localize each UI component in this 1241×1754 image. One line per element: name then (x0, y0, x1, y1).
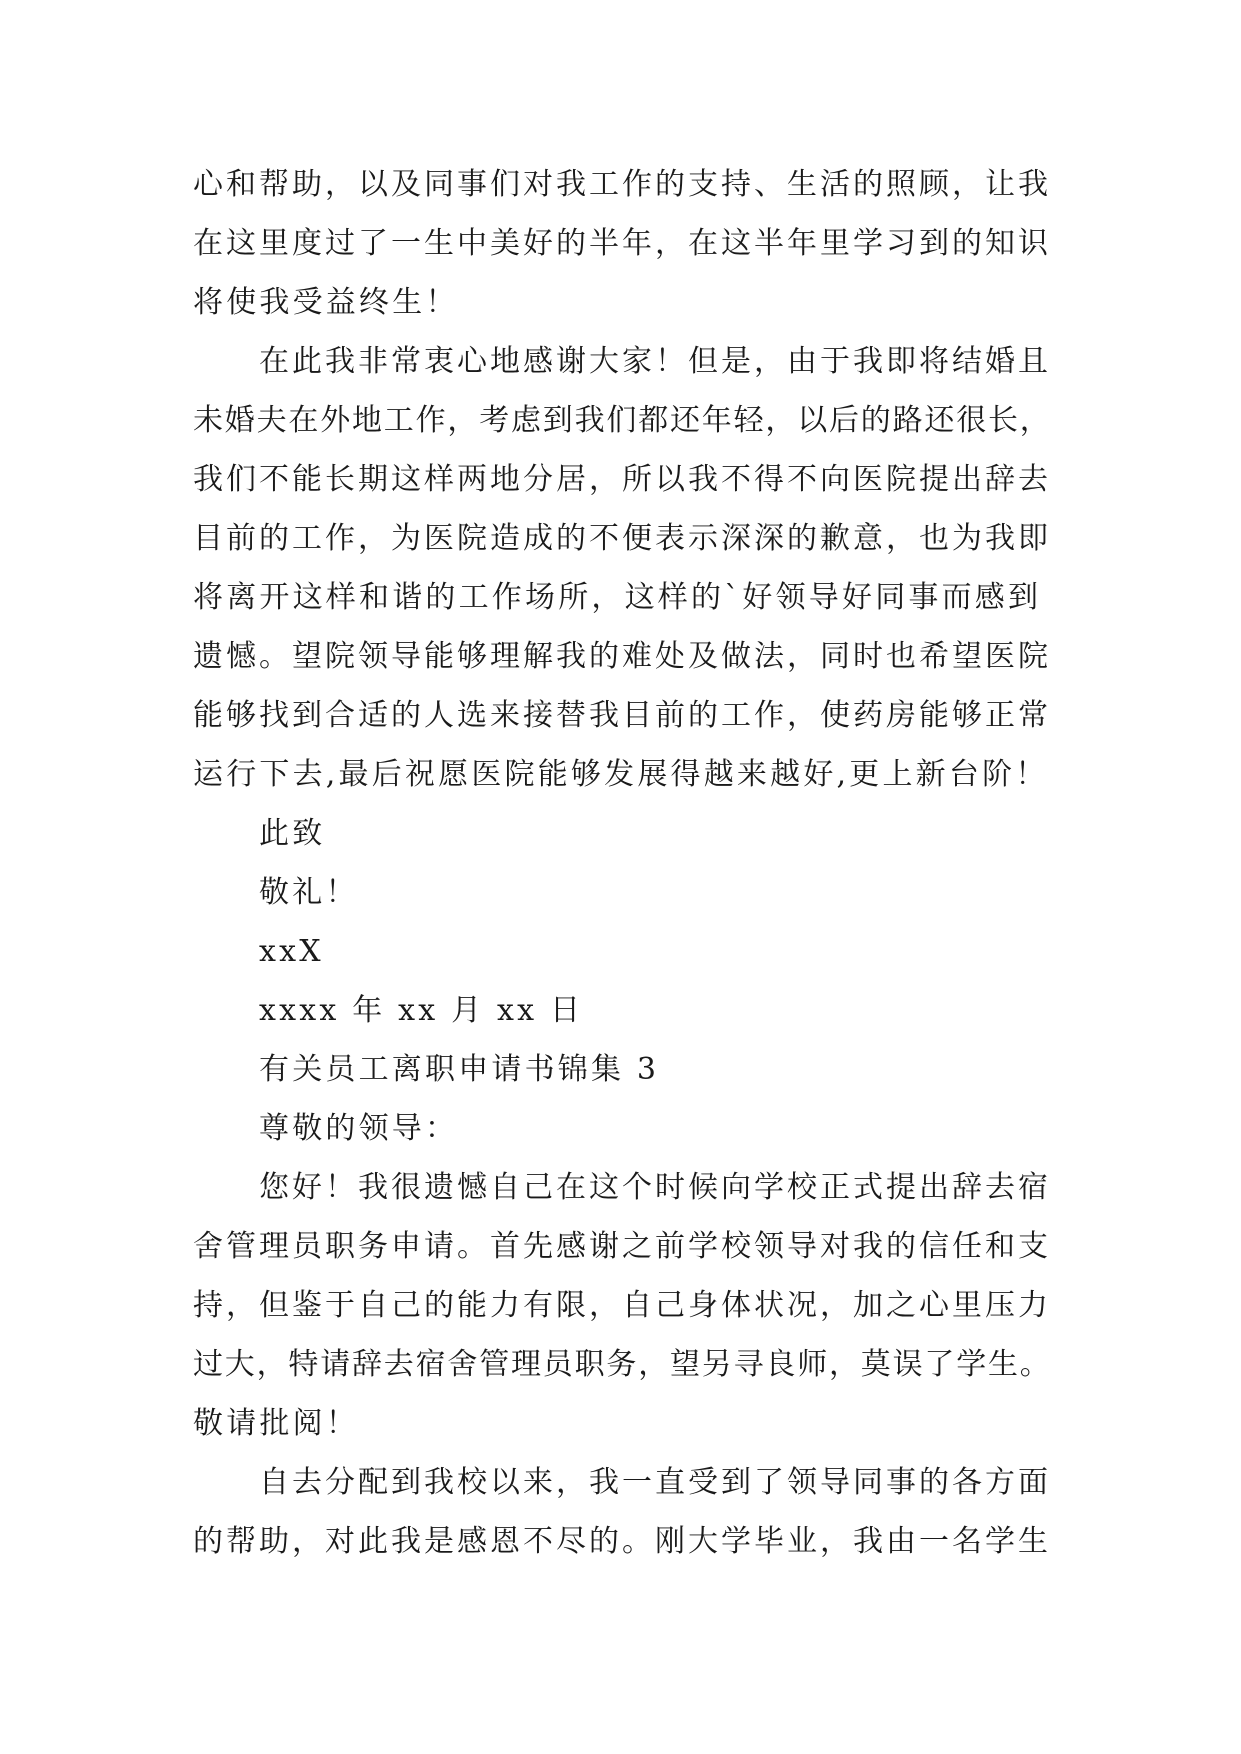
text-line: 遗憾。望院领导能够理解我的难处及做法，同时也希望医院 (193, 639, 1051, 674)
greeting-line: 尊敬的领导： (259, 1111, 459, 1146)
text-line: 能够找到合适的人选来接替我目前的工作，使药房能够正常 (193, 698, 1051, 733)
paragraph-start-line: 自去分配到我校以来，我一直受到了领导同事的各方面 (259, 1465, 1051, 1500)
text-line: 我们不能长期这样两地分居，所以我不得不向医院提出辞去 (193, 462, 1051, 497)
text-line: 将使我受益终生！ (193, 285, 459, 320)
text-line: 心和帮助，以及同事们对我工作的支持、生活的照顾，让我 (193, 167, 1051, 202)
closing-regards: 敬礼！ (259, 875, 359, 910)
signature-name: xxX (259, 934, 324, 969)
text-line: 将离开这样和谐的工作场所，这样的`好领导好同事而感到 (193, 580, 1042, 615)
text-line: 舍管理员职务申请。首先感谢之前学校领导对我的信任和支 (193, 1229, 1051, 1264)
text-line: 未婚夫在外地工作，考虑到我们都还年轻，以后的路还很长， (193, 403, 1052, 438)
text-line: 目前的工作，为医院造成的不便表示深深的歉意，也为我即 (193, 521, 1051, 556)
text-line: 运行下去,最后祝愿医院能够发展得越来越好,更上新台阶！ (193, 757, 1049, 792)
signature-date: xxxx 年 xx 月 xx 日 (259, 993, 584, 1028)
section-heading: 有关员工离职申请书锦集 3 (259, 1052, 660, 1087)
text-line: 的帮助，对此我是感恩不尽的。刚大学毕业，我由一名学生 (193, 1524, 1051, 1559)
text-line: 过大，特请辞去宿舍管理员职务，望另寻良师，莫误了学生。 (193, 1347, 1052, 1382)
text-line: 在这里度过了一生中美好的半年，在这半年里学习到的知识 (193, 226, 1051, 261)
closing-salutation: 此致 (259, 816, 326, 851)
paragraph-start-line: 您好！我很遗憾自己在这个时候向学校正式提出辞去宿 (259, 1170, 1051, 1205)
text-line: 敬请批阅！ (193, 1406, 359, 1441)
text-line: 持，但鉴于自己的能力有限，自己身体状况，加之心里压力 (193, 1288, 1051, 1323)
paragraph-start-line: 在此我非常衷心地感谢大家！但是，由于我即将结婚且 (259, 344, 1051, 379)
document-body (193, 155, 1053, 1571)
